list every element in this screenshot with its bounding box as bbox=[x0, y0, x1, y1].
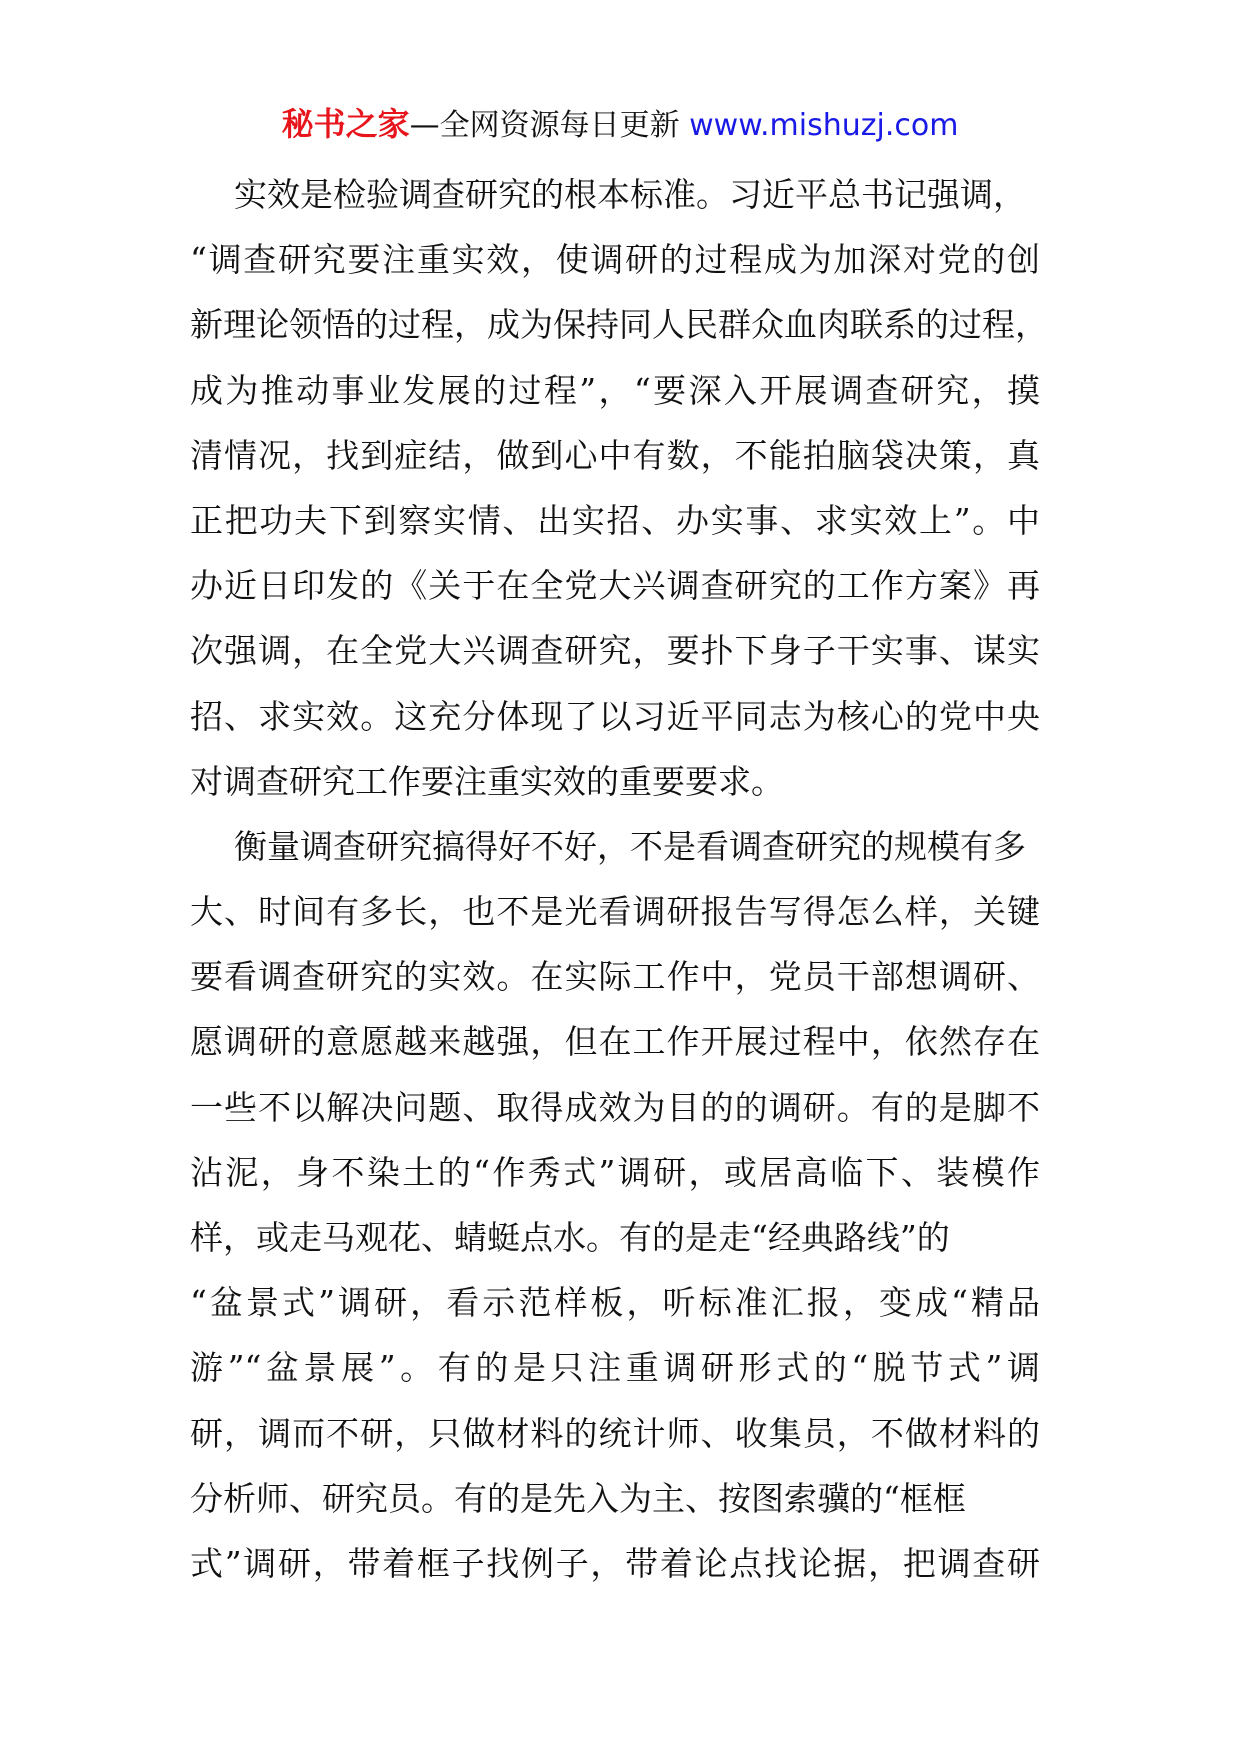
text-line: 沾泥，身不染土的“作秀式”调研，或居高临下、装模作 bbox=[190, 1152, 1040, 1192]
text-line: 要看调查研究的实效。在实际工作中，党员干部想调研、 bbox=[190, 957, 1040, 997]
text-line: 成为推动事业发展的过程”，“要深入开展调查研究，摸 bbox=[190, 370, 1040, 410]
text-line: 清情况，找到症结，做到心中有数，不能拍脑袋决策，真 bbox=[190, 435, 1040, 475]
website-url[interactable]: www.mishuzj.com bbox=[689, 108, 959, 143]
text-line: 愿调研的意愿越来越强，但在工作开展过程中，依然存在 bbox=[190, 1022, 1040, 1062]
text-line: 正把功夫下到察实情、出实招、办实事、求实效上”。中 bbox=[190, 500, 1040, 540]
text-line: 分析师、研究员。有的是先入为主、按图索骥的“框框 bbox=[190, 1478, 966, 1518]
text-line: 大、时间有多长，也不是光看调研报告写得怎么样，关键 bbox=[190, 892, 1040, 932]
text-line: 办近日印发的《关于在全党大兴调查研究的工作方案》再 bbox=[190, 566, 1040, 606]
text-line: 实效是检验调查研究的根本标准。习近平总书记强调， bbox=[234, 175, 1026, 214]
text-line: 游”“盆景展”。有的是只注重调研形式的“脱节式”调 bbox=[190, 1348, 1040, 1388]
text-line: 一些不以解决问题、取得成效为目的的调研。有的是脚不 bbox=[190, 1087, 1040, 1127]
text-line: 招、求实效。这充分体现了以习近平同志为核心的党中央 bbox=[190, 696, 1040, 736]
text-line: 对调查研究工作要注重实效的重要要求。 bbox=[190, 761, 784, 801]
brand-name: 秘书之家 bbox=[281, 105, 410, 143]
page-header bbox=[0, 100, 1240, 148]
header-tagline: —全网资源每日更新 bbox=[409, 108, 690, 143]
text-line: “盆景式”调研，看示范样板，听标准汇报，变成“精品 bbox=[190, 1283, 1040, 1323]
text-line: 衡量调查研究搞得好不好，不是看调查研究的规模有多 bbox=[234, 826, 1026, 866]
text-line: 式”调研，带着框子找例子，带着论点找论据，把调查研 bbox=[190, 1543, 1040, 1583]
text-line: 研，调而不研，只做材料的统计师、收集员，不做材料的 bbox=[190, 1413, 1040, 1453]
text-line: 样，或走马观花、蜻蜓点水。有的是走“经典路线”的 bbox=[190, 1218, 950, 1257]
text-line: 新理论领悟的过程，成为保持同人民群众血肉联系的过程， bbox=[190, 305, 1048, 345]
article-body bbox=[190, 162, 1048, 1596]
text-line: “调查研究要注重实效，使调研的过程成为加深对党的创 bbox=[190, 240, 1040, 280]
text-line: 次强调，在全党大兴调查研究，要扑下身子干实事、谋实 bbox=[190, 631, 1040, 671]
